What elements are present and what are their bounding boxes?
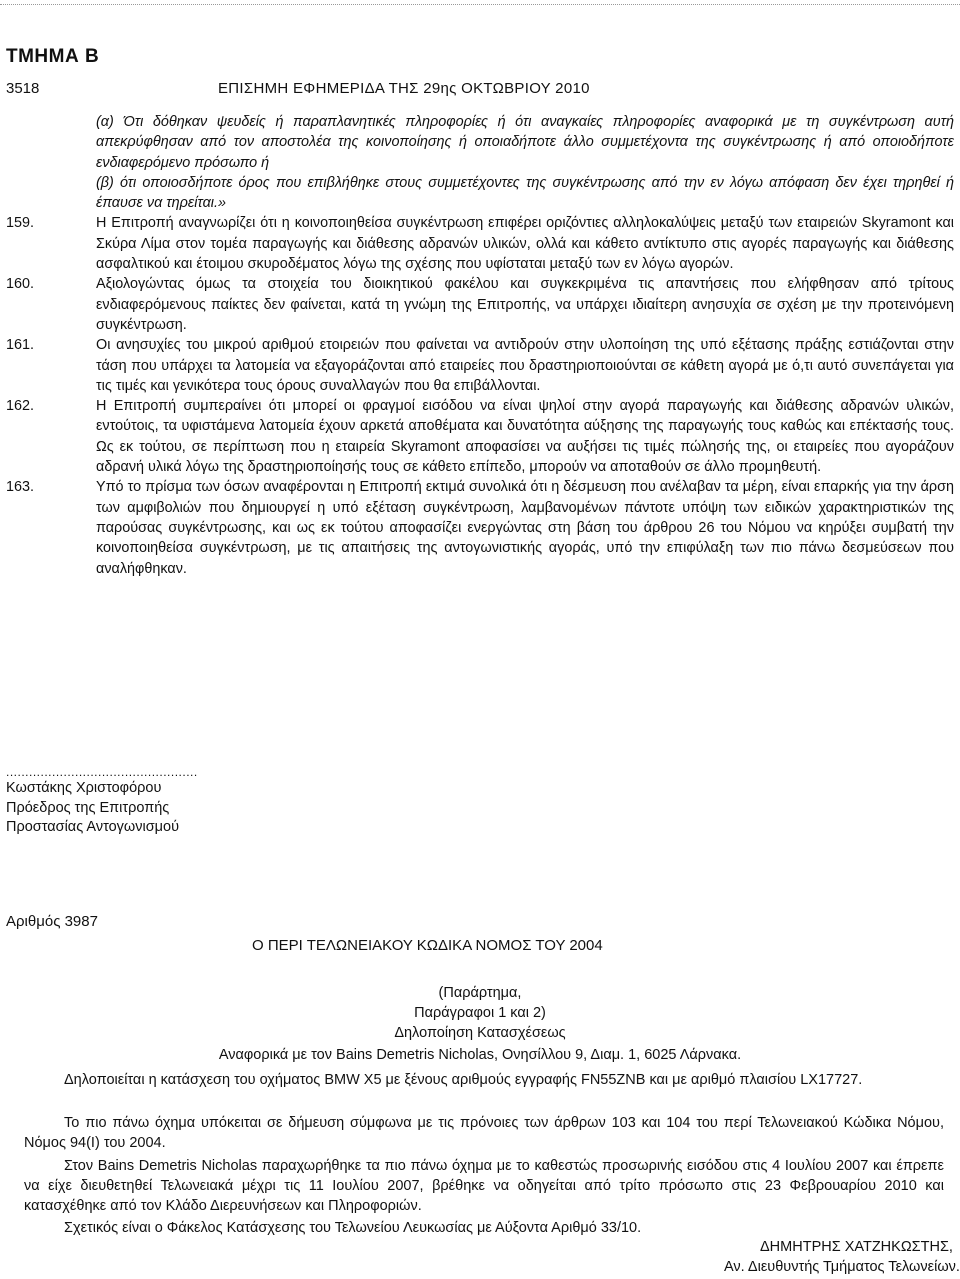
- paragraph-number: 163.: [6, 479, 35, 496]
- signatory-title: Πρόεδρος της Επιτροπής: [6, 799, 170, 816]
- notice-regarding: Αναφορικά με τον Bains Demetris Nicholas, Ονησίλλου 9, Διαμ. 1, 6025 Λάρνακα.: [218, 1047, 742, 1063]
- gazette-title: ΕΠΙΣΗΜΗ ΕΦΗΜΕΡΙΔΑ ΤΗΣ 29ης ΟΚΤΩΒΡΙΟΥ 2010: [218, 80, 590, 97]
- paragraph-text: Αξιολογώντας όμως τα στοιχεία του διοικητικού φακέλου και συγκεκριμένα τις απαντήσεις που ελήφθησαν από τρίτους ενδιαφερόμενους παίκτες δεν φαίνεται, κατά τη γνώμη της Επιτροπής, να υπάρχει ιδιαίτερη ανησυχία σε σχέση με την προτεινόμενη συγκέντρωση.: [96, 276, 954, 333]
- paragraph-text: Η Επιτροπή συμπεραίνει ότι μπορεί οι φραγμοί εισόδου να είναι ψηλοί στην αγορά παραγωγής και διάθεσης αδρανών υλικών, εντούτοις, τα υφιστάμενα λατομεία έχουν αρκετά αποθέματα και δυνατότητα αύξησης της παραγωγής τους καθώς και επέκτασής τους. Ως εκ τούτου, σε περίπτωση που η εταιρεία Skyramont αποφασίσει να αυξήσει τις τιμές πώλησής της, οι εταιρείες που αγοράζουν αδρανή υλικά λόγω της δραστηριοποίησής τους σε κάθετο επίπεδο, μπορούν να αποταθούν σε άλλο προμηθευτή.: [96, 398, 954, 476]
- paragraph-number: 159.: [6, 215, 35, 232]
- paragraph-163: [6, 477, 954, 578]
- top-scan-line: [0, 4, 960, 11]
- paragraph-number: 160.: [6, 276, 35, 293]
- signatory-body: Προστασίας Αντογωνισμού: [6, 819, 179, 835]
- paragraph-text: Οι ανησυχίες του μικρού αριθμού ετοιρειών που φαίνεται να αντιδρούν στην υλοποίηση της υπό εξέτασης πράξης εστιάζονται στην τάση που υπάρχει τα λατομεία να εξαγοράζονται από εταιρείες που δραστηριοποιούνται σε κάθετη αγορά με ό,τι αυτό συνεπάγεται για τις τιμές και γενικότερα τους όρους συναλλαγών που θα επιβάλλονται.: [96, 337, 954, 394]
- quoted-conditions: [96, 112, 954, 213]
- paragraph-text: Υπό το πρίσμα των όσων αναφέρονται η Επιτροπή εκτιμά συνολικά ότι η δέσμευση που ανέλαβαν τα μέρη, είναι επαρκής για την άρση των αμφιβολιών που δημιουργεί η υπό εξέταση συγκέντρωση, λαμβανομένων πάντοτε υπόψη των ειδικών χαρακτηριστικών της παρούσας συγκέντρωσης, και ως εκ τούτου αποφασίζει ενεργώντας στη βάση του άρθρου 26 του Νόμου να κηρύξει συμβατή την κοινοποιηθείσα συγκέντρωση, με τις απαιτήσεις της αντογωνιστικής αγοράς, υπό την επιφύλαξη των πιο πάνω δεσμεύσεων που αναλήφθηκαν.: [96, 479, 954, 577]
- notice-paragraph-4: Σχετικός είναι ο Φάκελος Κατάσχεσης του Τελωνείου Λευκωσίας με Αύξοντα Αριθμό 33/10.: [64, 1220, 642, 1236]
- annex-ref: (Παράρτημα,: [438, 985, 522, 1001]
- notice-paragraph-2: Το πιο πάνω όχημα υπόκειται σε δήμευση σύμφωνα με τις πρόνοιες των άρθρων 103 και 104 του περί Τελωνειακού Κώδικα Νόμου, Νόμος 94(Ι) του 2004.: [24, 1115, 944, 1151]
- paragraphs-ref: Παράγραφοι 1 και 2): [414, 1005, 546, 1021]
- signatory-name: Κωστάκης Χριστοφόρου: [6, 780, 162, 796]
- paragraph-161: [6, 335, 954, 396]
- signature-block: [6, 779, 179, 838]
- paragraph-number: 161.: [6, 337, 35, 354]
- paragraph-159: [6, 213, 954, 274]
- signature-line: ..................................................: [6, 765, 198, 779]
- law-title: Ο ΠΕΡΙ ΤΕΛΩΝΕΙΑΚΟΥ ΚΩΔΙΚΑ ΝΟΜΟΣ ΤΟΥ 2004: [252, 937, 603, 954]
- paragraph-160: [6, 274, 954, 335]
- notice-paragraph-1: Δηλοποιείται η κατάσχεση του οχήματος BMW X5 με ξένους αριθμούς εγγραφής FN55ZNB και με αριθμό πλαισίου LX17727.: [64, 1072, 863, 1088]
- notice-signer-title: Αν. Διευθυντής Τμήματος Τελωνείων.: [724, 1259, 960, 1275]
- page-number: 3518: [6, 80, 40, 97]
- condition-b: (β) ότι οποιοσδήποτε όρος που επιβλήθηκε στους συμμετέχοντες της συγκέντρωσης από την εν λόγω απόφαση δεν έχει τηρηθεί ή έπαυσε να τηρείται.»: [96, 174, 954, 212]
- notice-paragraph-3: Στον Bains Demetris Nicholas παραχωρήθηκε τα πιο πάνω όχημα με το καθεστώς προσωρινής εισόδου στις 4 Ιουλίου 2007 και έπρεπε να είχε διευθετηθεί Τελωνειακά μέχρι τις 11 Ιουλίου 2007, βρέθηκε να οδηγείται από τρίτο πρόσωπο στις 23 Φεβρουαρίου 2010 και κατασχέθηκε από τον Κλάδο Διερευνήσεων και Πληροφοριών.: [24, 1158, 944, 1214]
- paragraph-text: Η Επιτροπή αναγνωρίζει ότι η κοινοποιηθείσα συγκέντρωση επιφέρει οριζόντιες αλληλοκαλύψεις μεταξύ των εταιρειών Skyramont και Σκύρα Λίμα στον τομέα παραγωγής και διάθεσης αδρανών υλικών, ολλά και κάθετο αντίκτυπο στις αγορές παραγωγής και διάθεσης ασφαλτικού και έτοιμου σκυροδέματος λόγω της σχέσης που υφίσταται μεταξύ των εν λόγω αγορών.: [96, 215, 954, 273]
- paragraph-number: 162.: [6, 398, 35, 415]
- condition-a: (α) Ότι δόθηκαν ψευδείς ή παραπλανητικές πληροφορίες ή ότι αναγκαίες πληροφορίες αναφορικά με τη συγκέντρωση αυτή απεκρύφθησαν από τον αποστολέα της κοινοποίησης ή οποιαδήποτε άλλο συμμετέχοντα της συγκέντρωσης ή από οποιοδήποτε ενδιαφερόμενο πρόσωπο ή: [96, 114, 954, 171]
- notice-number: Αριθμός 3987: [6, 913, 98, 930]
- decision-body: [6, 112, 954, 579]
- notice-signer: ΔΗΜΗΤΡΗΣ ΧΑΤΖΗΚΩΣΤΗΣ,: [760, 1239, 953, 1255]
- notice-subtitle: Δηλοποίηση Κατασχέσεως: [394, 1025, 566, 1041]
- section-heading: ΤΜΗΜΑ Β: [6, 46, 100, 67]
- paragraph-162: [6, 396, 954, 477]
